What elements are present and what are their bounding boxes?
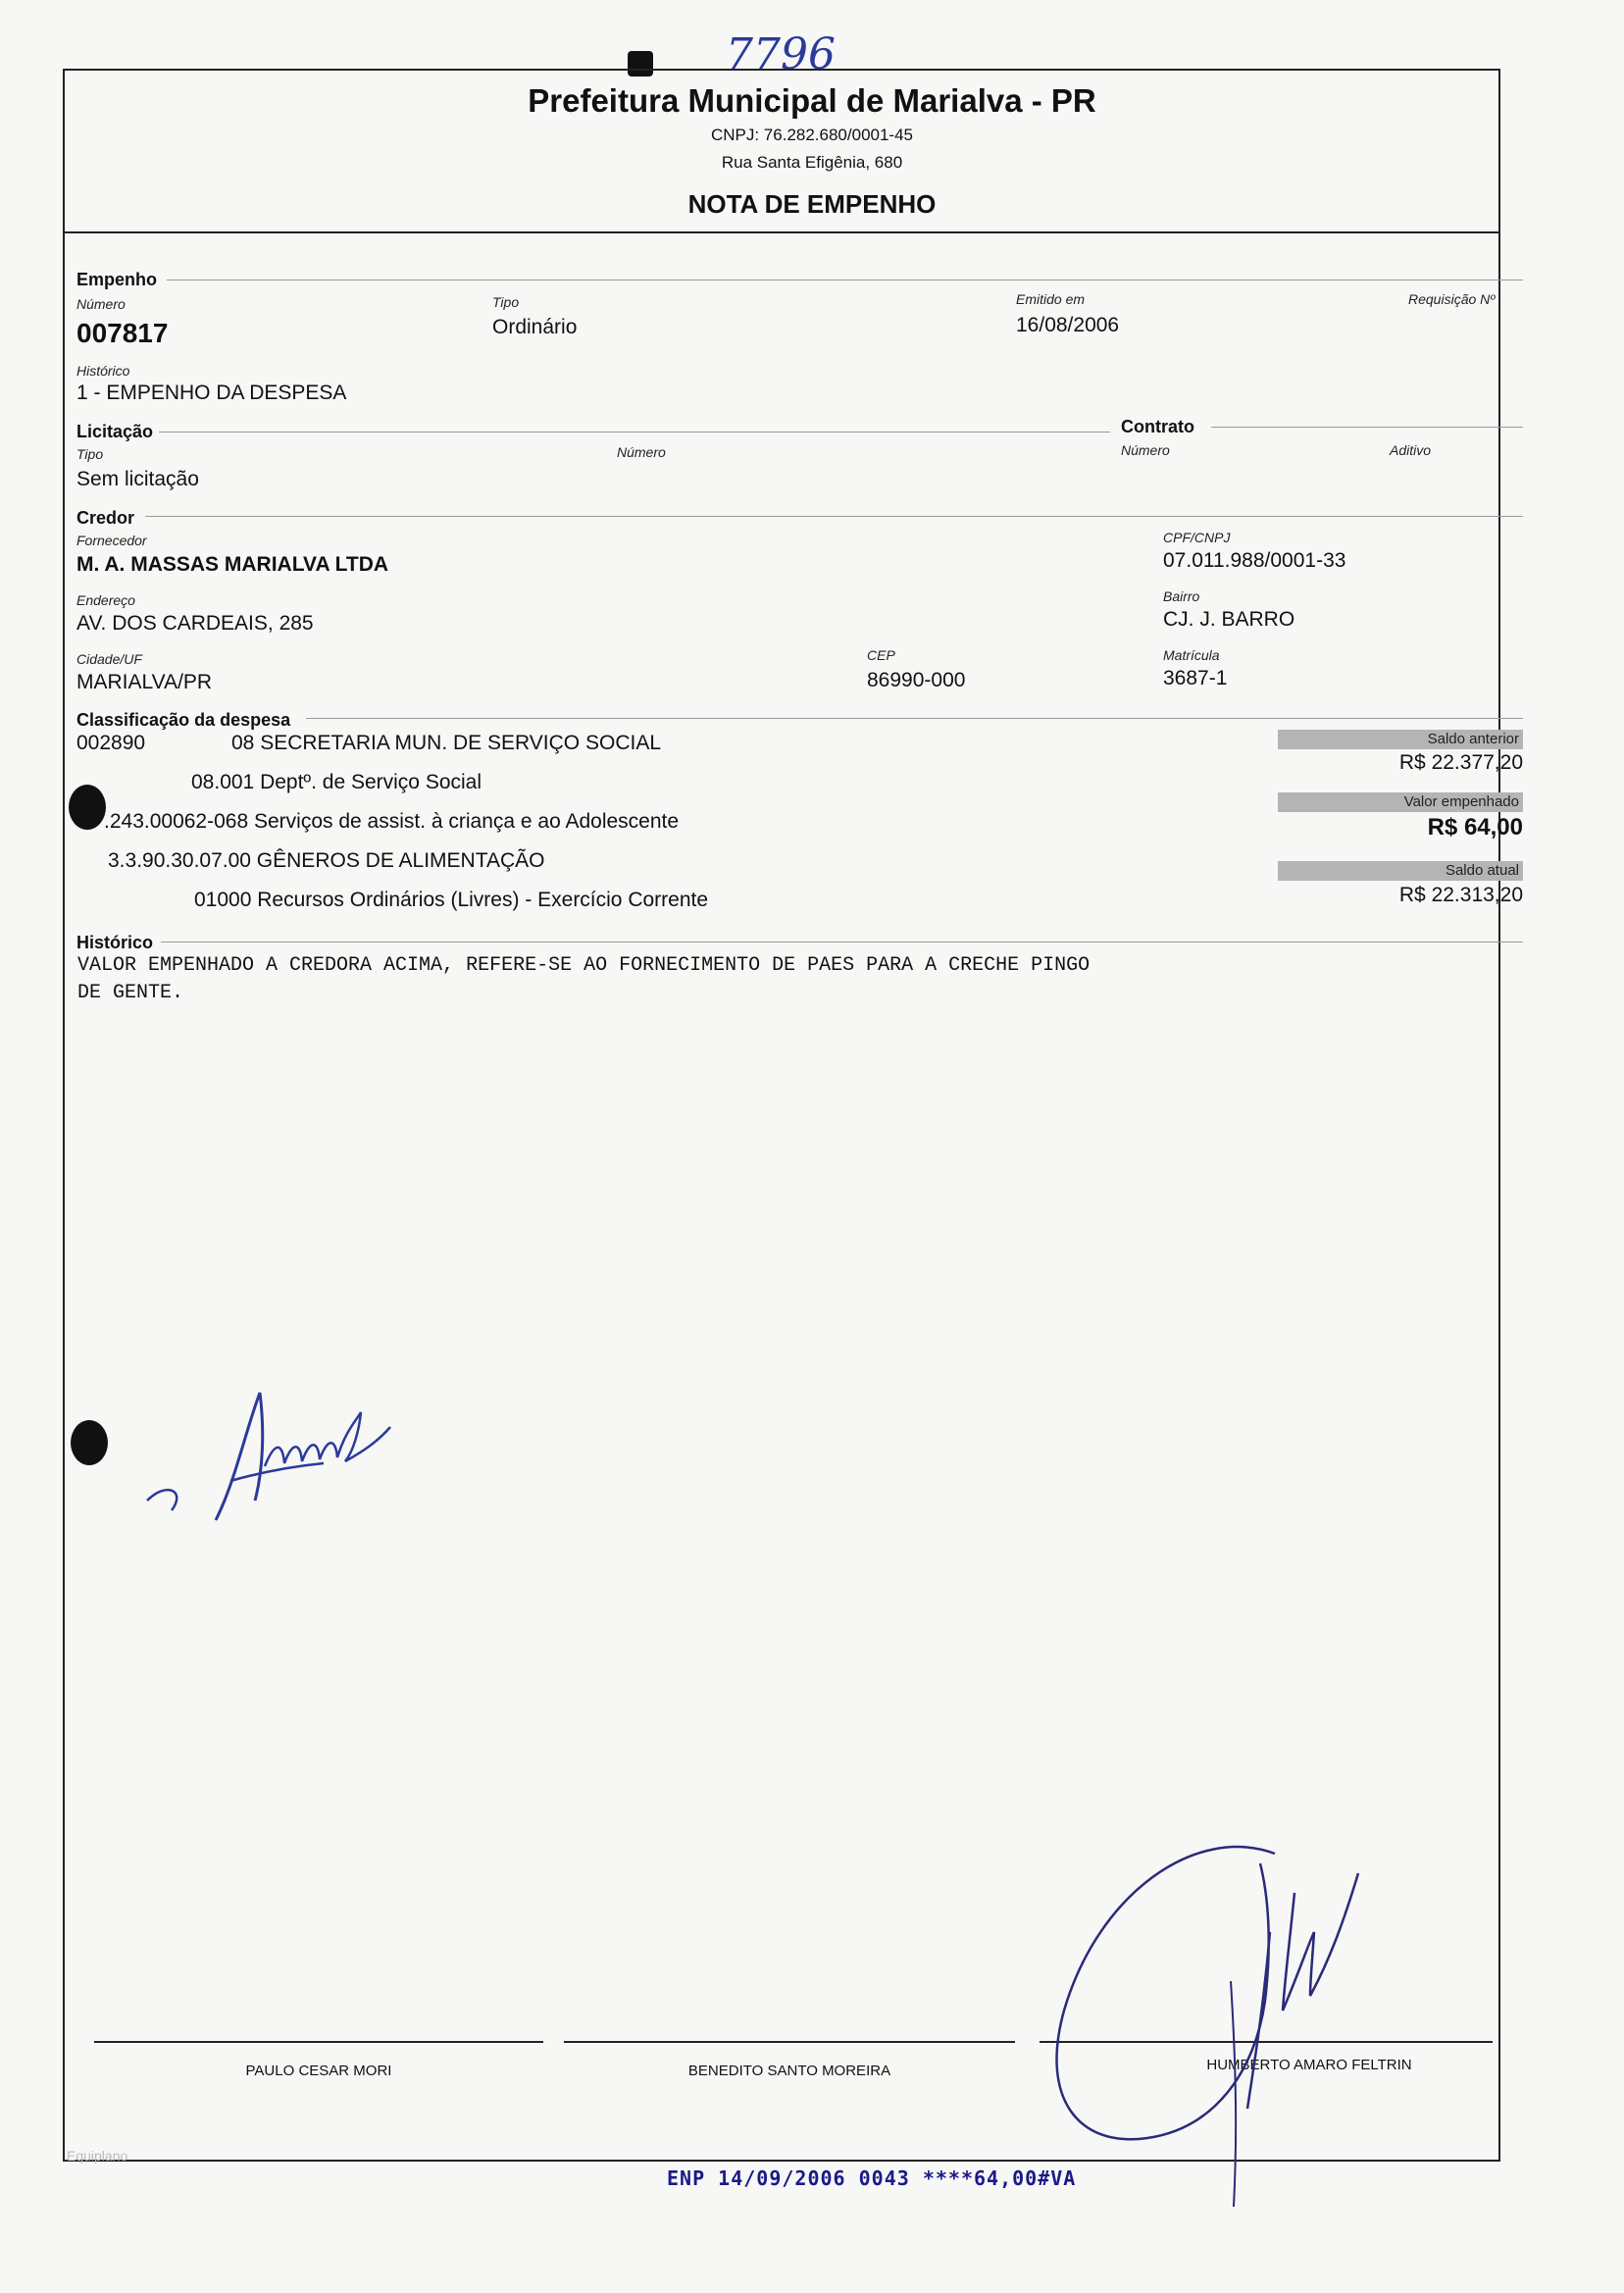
- matricula-label: Matrícula: [1163, 647, 1220, 663]
- cpf-cnpj-label: CPF/CNPJ: [1163, 530, 1231, 545]
- address-line: Rua Santa Efigênia, 680: [721, 153, 903, 172]
- section-rule: [159, 432, 1110, 433]
- cpf-cnpj-value: 07.011.988/0001-33: [1163, 549, 1346, 572]
- section-historico: Histórico: [76, 933, 154, 952]
- section-rule: [306, 718, 1523, 719]
- cep-value: 86990-000: [867, 669, 966, 691]
- emitido-label: Emitido em: [1016, 291, 1086, 307]
- empenho-numero-label: Número: [76, 296, 126, 312]
- contrato-aditivo-label: Aditivo: [1390, 442, 1432, 458]
- section-rule: [161, 942, 1523, 943]
- section-credor: Credor: [76, 508, 135, 528]
- header-divider: [63, 231, 1498, 233]
- fornecedor-name: M. A. MASSAS MARIALVA LTDA: [76, 553, 389, 576]
- handwritten-signature-left: [127, 1373, 441, 1530]
- document-title: NOTA DE EMPENHO: [687, 189, 937, 219]
- cnpj-line: CNPJ: 76.282.680/0001-45: [710, 126, 914, 144]
- cidade-value: MARIALVA/PR: [76, 671, 213, 693]
- classificacao-departamento: 08.001 Deptº. de Serviço Social: [191, 771, 482, 793]
- mechanical-stamp: ENP 14/09/2006 0043 ****64,00#VA: [667, 2166, 1077, 2190]
- empenho-tipo-label: Tipo: [492, 294, 520, 310]
- fornecedor-label: Fornecedor: [76, 533, 147, 548]
- hole-punch-mark-middle: [69, 785, 106, 830]
- saldo-anterior-label: Saldo anterior: [1278, 730, 1523, 749]
- cep-label: CEP: [867, 647, 895, 663]
- classificacao-code: 002890: [76, 732, 146, 754]
- section-empenho: Empenho: [76, 270, 158, 289]
- bairro-value: CJ. J. BARRO: [1163, 608, 1295, 631]
- section-rule: [145, 516, 1523, 517]
- classificacao-elemento: 3.3.90.30.07.00 GÊNEROS DE ALIMENTAÇÃO: [108, 849, 545, 872]
- municipality-title: Prefeitura Municipal de Marialva - PR: [528, 82, 1096, 119]
- bairro-label: Bairro: [1163, 588, 1200, 604]
- saldo-anterior-value: R$ 22.377,20: [1398, 751, 1523, 774]
- empenho-historico-label: Histórico: [76, 363, 130, 379]
- licitacao-numero-label: Número: [617, 444, 666, 460]
- signature-line-2: [564, 2041, 1015, 2043]
- section-licitacao: Licitação: [76, 422, 154, 441]
- handwritten-signature-right: [1020, 1814, 1432, 2207]
- licitacao-tipo: Sem licitação: [76, 468, 199, 490]
- valor-empenhado-label: Valor empenhado: [1278, 792, 1523, 812]
- endereco-label: Endereço: [76, 592, 135, 608]
- empenho-historico: 1 - EMPENHO DA DESPESA: [76, 382, 347, 404]
- section-contrato: Contrato: [1121, 417, 1194, 436]
- endereco-value: AV. DOS CARDEAIS, 285: [76, 612, 314, 635]
- historico-text: VALOR EMPENHADO A CREDORA ACIMA, REFERE-SE AO FORNECIMENTO DE PAES PARA A CRECHE PINGO DE GENTE.: [77, 954, 1091, 1004]
- classificacao-programa: .243.00062-068 Serviços de assist. à criança e ao Adolescente: [104, 810, 680, 833]
- saldo-atual-label: Saldo atual: [1278, 861, 1523, 881]
- software-watermark: Equiplano: [67, 2148, 128, 2164]
- contrato-numero-label: Número: [1121, 442, 1170, 458]
- section-rule: [1211, 427, 1523, 428]
- empenho-numero: 007817: [76, 318, 169, 348]
- licitacao-tipo-label: Tipo: [76, 446, 104, 462]
- hole-punch-mark-lower: [71, 1420, 108, 1465]
- handwritten-document-number: 7796: [726, 29, 836, 79]
- empenho-tipo: Ordinário: [492, 316, 578, 338]
- signature-line-1: [94, 2041, 543, 2043]
- signatory-3: HUMBERTO AMARO FELTRIN: [1206, 2057, 1412, 2073]
- classificacao-secretaria: 08 SECRETARIA MUN. DE SERVIÇO SOCIAL: [231, 732, 662, 754]
- section-classificacao: Classificação da despesa: [76, 710, 291, 730]
- cidade-label: Cidade/UF: [76, 651, 142, 667]
- saldo-atual-value: R$ 22.313,20: [1398, 884, 1523, 906]
- signatory-1: PAULO CESAR MORI: [245, 2063, 392, 2079]
- requisicao-label: Requisição Nº: [1408, 291, 1496, 307]
- signatory-2: BENEDITO SANTO MOREIRA: [687, 2063, 891, 2079]
- valor-empenhado-value: R$ 64,00: [1427, 814, 1523, 841]
- emitido-date: 16/08/2006: [1016, 314, 1120, 336]
- classificacao-recursos: 01000 Recursos Ordinários (Livres) - Exercício Corrente: [194, 889, 709, 911]
- matricula-value: 3687-1: [1163, 667, 1228, 689]
